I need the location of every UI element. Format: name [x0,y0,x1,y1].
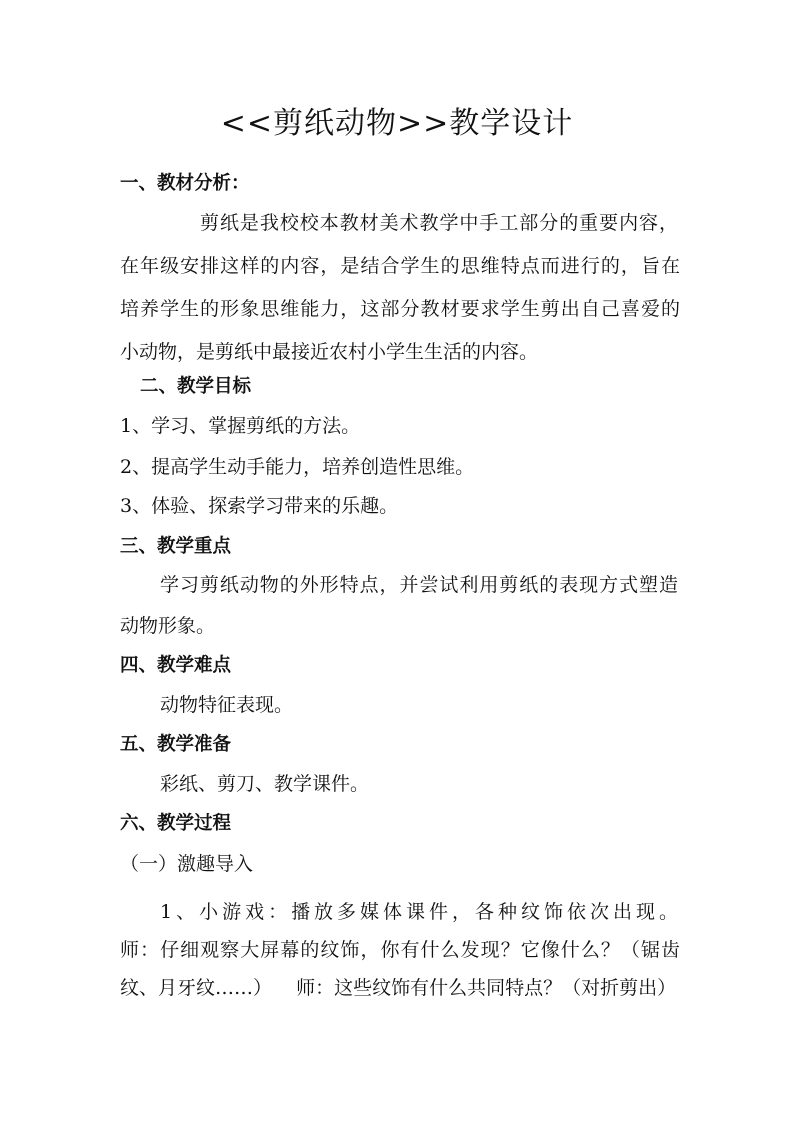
paragraph-line: 培养学生的形象思维能力，这部分教材要求学生剪出自己喜爱的 [120,298,680,320]
list-item: 1、学习、掌握剪纸的方法。 [120,415,361,437]
paragraph-line: 动物形象。 [120,615,216,637]
paragraph-line: 纹、月牙纹……） 师：这些纹饰有什么共同特点？（对折剪出） [120,977,677,999]
section-heading-preparation: 五、教学准备 [120,734,232,755]
list-item: 2、提高学生动手能力，培养创造性思维。 [120,456,475,478]
document-title: <<剪纸动物>>教学设计 [220,106,574,141]
paragraph-line: 彩纸、剪刀、教学课件。 [160,773,370,795]
paragraph-line: 动物特征表现。 [160,694,294,716]
paragraph-line: 剪纸是我校校本教材美术教学中手工部分的重要内容， [200,212,678,234]
subsection-heading: （一）激趣导入 [120,853,254,875]
paragraph-line: 在年级安排这样的内容，是结合学生的思维特点而进行的，旨在 [120,255,680,277]
section-heading-analysis: 一、教材分析： [120,173,250,194]
paragraph-line: 师：仔细观察大屏幕的纹饰，你有什么发现？它像什么？（锯齿 [120,939,680,961]
list-item: 3、体验、探索学习带来的乐趣。 [120,495,399,517]
section-heading-process: 六、教学过程 [120,813,232,834]
paragraph-line: 1、小游戏：播放多媒体课件，各种纹饰依次出现。 [160,901,678,923]
section-heading-goals: 二、教学目标 [140,376,252,397]
paragraph-line: 学习剪纸动物的外形特点，并尝试利用剪纸的表现方式塑造 [160,574,678,596]
section-heading-difficulties: 四、教学难点 [120,655,232,676]
paragraph-line: 小动物，是剪纸中最接近农村小学生生活的内容。 [120,341,539,363]
section-heading-key-points: 三、教学重点 [120,536,232,557]
